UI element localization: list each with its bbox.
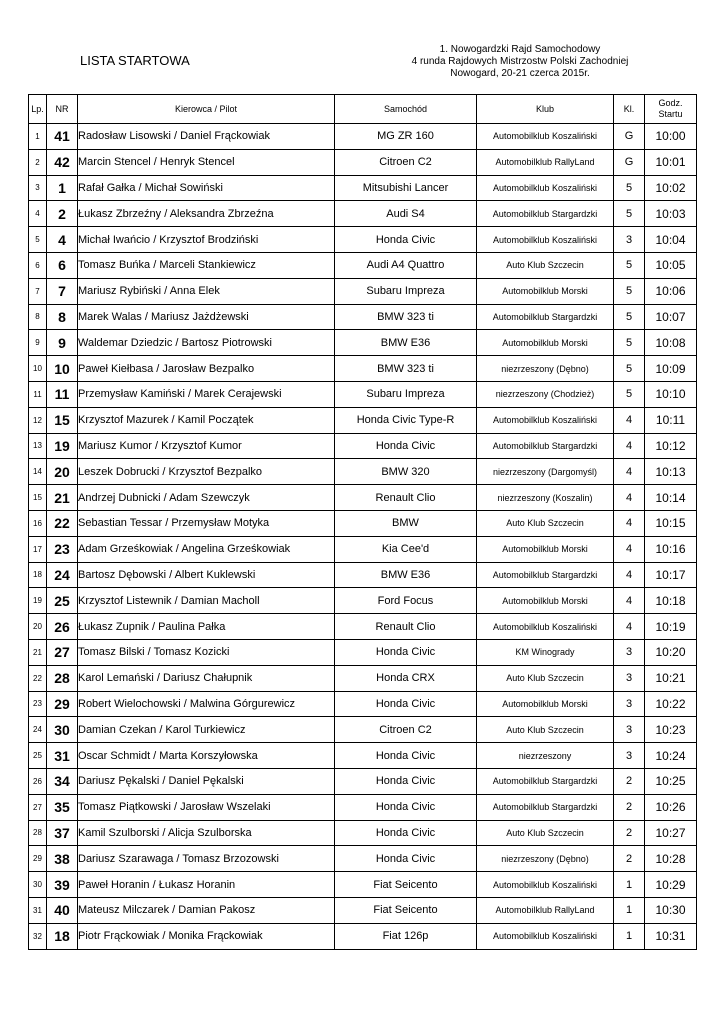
cell-start-time: 10:02 bbox=[645, 175, 697, 201]
cell-start-time: 10:14 bbox=[645, 485, 697, 511]
cell-car: BMW 323 ti bbox=[335, 356, 477, 382]
table-row bbox=[29, 149, 697, 175]
column-header-start-time bbox=[645, 95, 697, 124]
table-row bbox=[29, 872, 697, 898]
start-time-header-line2: Startu bbox=[658, 109, 683, 119]
cell-club: Automobilklub RallyLand bbox=[477, 149, 614, 175]
cell-lp: 1 bbox=[29, 124, 47, 150]
table-row bbox=[29, 768, 697, 794]
cell-crew: Piotr Frąckowiak / Monika Frąckowiak bbox=[78, 923, 335, 949]
cell-club: Automobilklub Morski bbox=[477, 588, 614, 614]
cell-nr: 8 bbox=[47, 304, 78, 330]
table-row bbox=[29, 356, 697, 382]
cell-car: Mitsubishi Lancer bbox=[335, 175, 477, 201]
cell-nr: 31 bbox=[47, 743, 78, 769]
cell-lp: 5 bbox=[29, 227, 47, 253]
cell-crew: Dariusz Szarawaga / Tomasz Brzozowski bbox=[78, 846, 335, 872]
cell-start-time: 10:17 bbox=[645, 562, 697, 588]
cell-nr: 40 bbox=[47, 897, 78, 923]
cell-club: Auto Klub Szczecin bbox=[477, 717, 614, 743]
cell-class: 4 bbox=[614, 485, 645, 511]
cell-class: 2 bbox=[614, 768, 645, 794]
cell-class: 5 bbox=[614, 252, 645, 278]
cell-lp: 7 bbox=[29, 278, 47, 304]
cell-nr: 1 bbox=[47, 175, 78, 201]
cell-car: Honda Civic bbox=[335, 820, 477, 846]
cell-start-time: 10:06 bbox=[645, 278, 697, 304]
cell-class: 4 bbox=[614, 433, 645, 459]
table-row bbox=[29, 433, 697, 459]
cell-lp: 31 bbox=[29, 897, 47, 923]
table-row bbox=[29, 794, 697, 820]
column-header-nr: NR bbox=[47, 95, 78, 124]
cell-car: Honda CRX bbox=[335, 665, 477, 691]
cell-class: 5 bbox=[614, 381, 645, 407]
cell-nr: 35 bbox=[47, 794, 78, 820]
cell-start-time: 10:26 bbox=[645, 794, 697, 820]
column-header-club: Klub bbox=[477, 95, 614, 124]
start-list-table bbox=[28, 94, 697, 950]
cell-start-time: 10:11 bbox=[645, 407, 697, 433]
cell-start-time: 10:21 bbox=[645, 665, 697, 691]
cell-start-time: 10:30 bbox=[645, 897, 697, 923]
cell-nr: 22 bbox=[47, 510, 78, 536]
cell-start-time: 10:27 bbox=[645, 820, 697, 846]
cell-lp: 30 bbox=[29, 872, 47, 898]
cell-start-time: 10:31 bbox=[645, 923, 697, 949]
cell-car: Audi A4 Quattro bbox=[335, 252, 477, 278]
cell-car: Citroen C2 bbox=[335, 149, 477, 175]
cell-class: 1 bbox=[614, 897, 645, 923]
cell-club: Automobilklub Stargardzki bbox=[477, 304, 614, 330]
cell-nr: 2 bbox=[47, 201, 78, 227]
cell-crew: Przemysław Kamiński / Marek Cerajewski bbox=[78, 381, 335, 407]
cell-nr: 15 bbox=[47, 407, 78, 433]
cell-car: Ford Focus bbox=[335, 588, 477, 614]
cell-start-time: 10:03 bbox=[645, 201, 697, 227]
cell-lp: 28 bbox=[29, 820, 47, 846]
cell-nr: 37 bbox=[47, 820, 78, 846]
cell-club: niezrzeszony (Dargomyśl) bbox=[477, 459, 614, 485]
table-row bbox=[29, 201, 697, 227]
cell-class: 4 bbox=[614, 536, 645, 562]
cell-lp: 32 bbox=[29, 923, 47, 949]
cell-lp: 26 bbox=[29, 768, 47, 794]
cell-club: Automobilklub Morski bbox=[477, 330, 614, 356]
cell-club: niezrzeszony (Dębno) bbox=[477, 846, 614, 872]
cell-crew: Tomasz Bilski / Tomasz Kozicki bbox=[78, 639, 335, 665]
cell-class: 3 bbox=[614, 227, 645, 253]
cell-car: Renault Clio bbox=[335, 485, 477, 511]
cell-lp: 27 bbox=[29, 794, 47, 820]
cell-lp: 19 bbox=[29, 588, 47, 614]
table-row bbox=[29, 614, 697, 640]
cell-nr: 11 bbox=[47, 381, 78, 407]
cell-nr: 30 bbox=[47, 717, 78, 743]
cell-club: Automobilklub RallyLand bbox=[477, 897, 614, 923]
cell-class: G bbox=[614, 124, 645, 150]
table-row bbox=[29, 820, 697, 846]
cell-lp: 20 bbox=[29, 614, 47, 640]
cell-start-time: 10:16 bbox=[645, 536, 697, 562]
cell-club: Automobilklub Stargardzki bbox=[477, 562, 614, 588]
cell-crew: Rafał Gałka / Michał Sowiński bbox=[78, 175, 335, 201]
cell-class: 3 bbox=[614, 665, 645, 691]
cell-club: Auto Klub Szczecin bbox=[477, 510, 614, 536]
cell-nr: 26 bbox=[47, 614, 78, 640]
cell-class: 5 bbox=[614, 201, 645, 227]
table-row bbox=[29, 459, 697, 485]
cell-lp: 22 bbox=[29, 665, 47, 691]
cell-lp: 23 bbox=[29, 691, 47, 717]
cell-class: 4 bbox=[614, 459, 645, 485]
cell-club: Auto Klub Szczecin bbox=[477, 820, 614, 846]
cell-crew: Bartosz Dębowski / Albert Kuklewski bbox=[78, 562, 335, 588]
cell-start-time: 10:08 bbox=[645, 330, 697, 356]
cell-crew: Paweł Horanin / Łukasz Horanin bbox=[78, 872, 335, 898]
cell-car: Fiat Seicento bbox=[335, 897, 477, 923]
cell-crew: Dariusz Pękalski / Daniel Pękalski bbox=[78, 768, 335, 794]
cell-crew: Leszek Dobrucki / Krzysztof Bezpalko bbox=[78, 459, 335, 485]
cell-start-time: 10:05 bbox=[645, 252, 697, 278]
cell-lp: 15 bbox=[29, 485, 47, 511]
event-round: 4 runda Rajdowych Mistrzostw Polski Zachodniej bbox=[411, 56, 629, 67]
cell-car: BMW E36 bbox=[335, 562, 477, 588]
cell-crew: Adam Grześkowiak / Angelina Grześkowiak bbox=[78, 536, 335, 562]
cell-start-time: 10:15 bbox=[645, 510, 697, 536]
cell-lp: 13 bbox=[29, 433, 47, 459]
cell-crew: Damian Czekan / Karol Turkiewicz bbox=[78, 717, 335, 743]
cell-club: Auto Klub Szczecin bbox=[477, 665, 614, 691]
cell-class: 2 bbox=[614, 846, 645, 872]
table-row bbox=[29, 381, 697, 407]
table-row bbox=[29, 330, 697, 356]
cell-start-time: 10:12 bbox=[645, 433, 697, 459]
cell-crew: Michał Iwańcio / Krzysztof Brodziński bbox=[78, 227, 335, 253]
column-header-lp: Lp. bbox=[29, 95, 47, 124]
cell-nr: 25 bbox=[47, 588, 78, 614]
cell-crew: Tomasz Buńka / Marceli Stankiewicz bbox=[78, 252, 335, 278]
cell-car: BMW 323 ti bbox=[335, 304, 477, 330]
table-header-row bbox=[29, 95, 697, 124]
cell-car: MG ZR 160 bbox=[335, 124, 477, 150]
cell-start-time: 10:01 bbox=[645, 149, 697, 175]
cell-car: Honda Civic Type-R bbox=[335, 407, 477, 433]
cell-nr: 18 bbox=[47, 923, 78, 949]
cell-club: niezrzeszony (Dębno) bbox=[477, 356, 614, 382]
cell-club: niezrzeszony bbox=[477, 743, 614, 769]
cell-class: 2 bbox=[614, 820, 645, 846]
table-row bbox=[29, 743, 697, 769]
cell-lp: 21 bbox=[29, 639, 47, 665]
cell-start-time: 10:22 bbox=[645, 691, 697, 717]
cell-class: 3 bbox=[614, 691, 645, 717]
cell-club: Automobilklub Morski bbox=[477, 536, 614, 562]
cell-nr: 4 bbox=[47, 227, 78, 253]
cell-lp: 3 bbox=[29, 175, 47, 201]
cell-crew: Kamil Szulborski / Alicja Szulborska bbox=[78, 820, 335, 846]
cell-nr: 42 bbox=[47, 149, 78, 175]
cell-club: niezrzeszony (Chodzież) bbox=[477, 381, 614, 407]
table-row bbox=[29, 588, 697, 614]
cell-crew: Tomasz Piątkowski / Jarosław Wszelaki bbox=[78, 794, 335, 820]
cell-class: 5 bbox=[614, 278, 645, 304]
table-row bbox=[29, 227, 697, 253]
cell-class: 4 bbox=[614, 407, 645, 433]
table-row bbox=[29, 175, 697, 201]
cell-lp: 10 bbox=[29, 356, 47, 382]
table-row bbox=[29, 252, 697, 278]
cell-crew: Marcin Stencel / Henryk Stencel bbox=[78, 149, 335, 175]
cell-nr: 20 bbox=[47, 459, 78, 485]
cell-club: Automobilklub Stargardzki bbox=[477, 768, 614, 794]
cell-crew: Waldemar Dziedzic / Bartosz Piotrowski bbox=[78, 330, 335, 356]
cell-start-time: 10:24 bbox=[645, 743, 697, 769]
cell-start-time: 10:18 bbox=[645, 588, 697, 614]
table-row bbox=[29, 304, 697, 330]
table-row bbox=[29, 665, 697, 691]
cell-class: 2 bbox=[614, 794, 645, 820]
table-row bbox=[29, 124, 697, 150]
cell-car: BMW E36 bbox=[335, 330, 477, 356]
cell-start-time: 10:13 bbox=[645, 459, 697, 485]
page-title: LISTA STARTOWA bbox=[80, 53, 190, 68]
cell-lp: 2 bbox=[29, 149, 47, 175]
cell-lp: 14 bbox=[29, 459, 47, 485]
cell-crew: Sebastian Tessar / Przemysław Motyka bbox=[78, 510, 335, 536]
cell-lp: 29 bbox=[29, 846, 47, 872]
cell-crew: Oscar Schmidt / Marta Korszyłowska bbox=[78, 743, 335, 769]
cell-car: Honda Civic bbox=[335, 768, 477, 794]
cell-car: Honda Civic bbox=[335, 846, 477, 872]
cell-car: Honda Civic bbox=[335, 743, 477, 769]
cell-nr: 34 bbox=[47, 768, 78, 794]
cell-class: 5 bbox=[614, 175, 645, 201]
cell-crew: Andrzej Dubnicki / Adam Szewczyk bbox=[78, 485, 335, 511]
table-row bbox=[29, 897, 697, 923]
cell-car: Fiat 126p bbox=[335, 923, 477, 949]
event-date-place: Nowogard, 20-21 czerca 2015r. bbox=[450, 68, 590, 79]
cell-car: Honda Civic bbox=[335, 691, 477, 717]
cell-club: Automobilklub Morski bbox=[477, 691, 614, 717]
table-row bbox=[29, 278, 697, 304]
cell-class: 4 bbox=[614, 510, 645, 536]
cell-car: Renault Clio bbox=[335, 614, 477, 640]
cell-class: 4 bbox=[614, 562, 645, 588]
cell-car: Fiat Seicento bbox=[335, 872, 477, 898]
cell-class: 3 bbox=[614, 743, 645, 769]
cell-nr: 6 bbox=[47, 252, 78, 278]
cell-club: Automobilklub Koszaliński bbox=[477, 614, 614, 640]
cell-car: Kia Cee'd bbox=[335, 536, 477, 562]
cell-nr: 38 bbox=[47, 846, 78, 872]
cell-class: 3 bbox=[614, 639, 645, 665]
cell-club: Auto Klub Szczecin bbox=[477, 252, 614, 278]
table-row bbox=[29, 485, 697, 511]
cell-crew: Łukasz Zupnik / Paulina Pałka bbox=[78, 614, 335, 640]
cell-crew: Paweł Kiełbasa / Jarosław Bezpalko bbox=[78, 356, 335, 382]
start-time-header-line1: Godz. bbox=[658, 98, 683, 108]
cell-start-time: 10:09 bbox=[645, 356, 697, 382]
cell-lp: 16 bbox=[29, 510, 47, 536]
cell-car: Honda Civic bbox=[335, 227, 477, 253]
cell-lp: 18 bbox=[29, 562, 47, 588]
cell-lp: 25 bbox=[29, 743, 47, 769]
cell-start-time: 10:28 bbox=[645, 846, 697, 872]
cell-nr: 39 bbox=[47, 872, 78, 898]
cell-crew: Krzysztof Listewnik / Damian Macholl bbox=[78, 588, 335, 614]
table-row bbox=[29, 639, 697, 665]
cell-nr: 19 bbox=[47, 433, 78, 459]
cell-car: Honda Civic bbox=[335, 794, 477, 820]
cell-start-time: 10:29 bbox=[645, 872, 697, 898]
table-row bbox=[29, 407, 697, 433]
cell-lp: 11 bbox=[29, 381, 47, 407]
cell-nr: 41 bbox=[47, 124, 78, 150]
table-row bbox=[29, 536, 697, 562]
cell-class: G bbox=[614, 149, 645, 175]
cell-class: 1 bbox=[614, 923, 645, 949]
cell-crew: Mateusz Milczarek / Damian Pakosz bbox=[78, 897, 335, 923]
cell-club: Automobilklub Morski bbox=[477, 278, 614, 304]
cell-crew: Robert Wielochowski / Malwina Górgurewicz bbox=[78, 691, 335, 717]
cell-car: Audi S4 bbox=[335, 201, 477, 227]
column-header-class: Kl. bbox=[614, 95, 645, 124]
table-row bbox=[29, 562, 697, 588]
cell-lp: 4 bbox=[29, 201, 47, 227]
cell-crew: Mariusz Rybiński / Anna Elek bbox=[78, 278, 335, 304]
cell-car: Subaru Impreza bbox=[335, 381, 477, 407]
cell-nr: 28 bbox=[47, 665, 78, 691]
cell-start-time: 10:04 bbox=[645, 227, 697, 253]
cell-nr: 9 bbox=[47, 330, 78, 356]
cell-start-time: 10:25 bbox=[645, 768, 697, 794]
cell-car: Subaru Impreza bbox=[335, 278, 477, 304]
cell-club: Automobilklub Koszaliński bbox=[477, 227, 614, 253]
cell-start-time: 10:10 bbox=[645, 381, 697, 407]
cell-club: Automobilklub Koszaliński bbox=[477, 124, 614, 150]
table-row bbox=[29, 923, 697, 949]
table-row bbox=[29, 717, 697, 743]
cell-car: BMW 320 bbox=[335, 459, 477, 485]
cell-car: Citroen C2 bbox=[335, 717, 477, 743]
cell-class: 4 bbox=[614, 614, 645, 640]
cell-lp: 17 bbox=[29, 536, 47, 562]
cell-crew: Mariusz Kumor / Krzysztof Kumor bbox=[78, 433, 335, 459]
cell-club: Automobilklub Koszaliński bbox=[477, 175, 614, 201]
cell-car: Honda Civic bbox=[335, 433, 477, 459]
cell-lp: 24 bbox=[29, 717, 47, 743]
column-header-car: Samochód bbox=[335, 95, 477, 124]
cell-start-time: 10:00 bbox=[645, 124, 697, 150]
cell-nr: 7 bbox=[47, 278, 78, 304]
cell-nr: 24 bbox=[47, 562, 78, 588]
cell-nr: 27 bbox=[47, 639, 78, 665]
cell-nr: 23 bbox=[47, 536, 78, 562]
cell-crew: Krzysztof Mazurek / Kamil Początek bbox=[78, 407, 335, 433]
cell-class: 5 bbox=[614, 304, 645, 330]
cell-start-time: 10:20 bbox=[645, 639, 697, 665]
cell-club: KM Winogrady bbox=[477, 639, 614, 665]
cell-nr: 21 bbox=[47, 485, 78, 511]
cell-nr: 10 bbox=[47, 356, 78, 382]
cell-club: Automobilklub Stargardzki bbox=[477, 433, 614, 459]
event-info bbox=[380, 44, 660, 80]
cell-lp: 9 bbox=[29, 330, 47, 356]
cell-class: 5 bbox=[614, 356, 645, 382]
cell-start-time: 10:07 bbox=[645, 304, 697, 330]
cell-lp: 12 bbox=[29, 407, 47, 433]
cell-car: BMW bbox=[335, 510, 477, 536]
cell-nr: 29 bbox=[47, 691, 78, 717]
table-row bbox=[29, 846, 697, 872]
table-row bbox=[29, 510, 697, 536]
cell-class: 3 bbox=[614, 717, 645, 743]
cell-class: 4 bbox=[614, 588, 645, 614]
cell-start-time: 10:23 bbox=[645, 717, 697, 743]
cell-crew: Marek Walas / Mariusz Jażdżewski bbox=[78, 304, 335, 330]
cell-lp: 8 bbox=[29, 304, 47, 330]
event-name: 1. Nowogardzki Rajd Samochodowy bbox=[439, 44, 601, 55]
cell-crew: Karol Lemański / Dariusz Chałupnik bbox=[78, 665, 335, 691]
cell-club: niezrzeszony (Koszalin) bbox=[477, 485, 614, 511]
cell-lp: 6 bbox=[29, 252, 47, 278]
cell-crew: Łukasz Zbrzeźny / Aleksandra Zbrzeźna bbox=[78, 201, 335, 227]
cell-start-time: 10:19 bbox=[645, 614, 697, 640]
cell-car: Honda Civic bbox=[335, 639, 477, 665]
cell-crew: Radosław Lisowski / Daniel Frąckowiak bbox=[78, 124, 335, 150]
cell-club: Automobilklub Koszaliński bbox=[477, 407, 614, 433]
cell-club: Automobilklub Koszaliński bbox=[477, 923, 614, 949]
column-header-crew: Kierowca / Pilot bbox=[78, 95, 335, 124]
cell-club: Automobilklub Koszaliński bbox=[477, 872, 614, 898]
cell-club: Automobilklub Stargardzki bbox=[477, 794, 614, 820]
cell-class: 5 bbox=[614, 330, 645, 356]
table-row bbox=[29, 691, 697, 717]
cell-class: 1 bbox=[614, 872, 645, 898]
cell-club: Automobilklub Stargardzki bbox=[477, 201, 614, 227]
